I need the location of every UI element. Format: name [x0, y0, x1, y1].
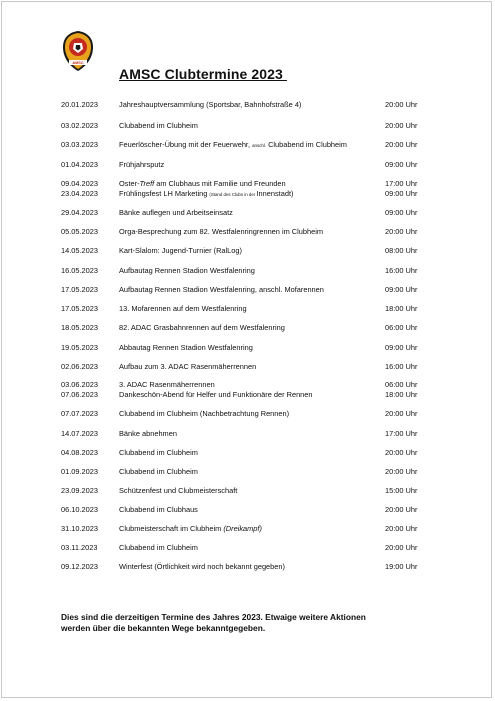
event-text: Clubabend im Clubheim	[119, 467, 198, 476]
event-description	[119, 467, 198, 476]
event-time: 09:00 Uhr	[385, 189, 418, 198]
event-time: 17:00 Uhr	[385, 179, 418, 188]
event-date: 07.07.2023	[61, 409, 98, 418]
event-note-small: (Stand des Clubs in der	[209, 192, 257, 197]
event-date: 31.10.2023	[61, 524, 98, 533]
event-description	[119, 409, 289, 418]
event-text: Clubabend im Clubheim	[119, 121, 198, 130]
event-date: 02.06.2023	[61, 362, 98, 371]
event-text: Bänke auflegen und Arbeitseinsatz	[119, 208, 233, 217]
event-text: Feuerlöscher-Übung mit der Feuerwehr,	[119, 140, 253, 149]
event-description	[119, 390, 313, 399]
event-time: 20:00 Uhr	[385, 140, 418, 149]
event-time: 20:00 Uhr	[385, 409, 418, 418]
event-date: 05.05.2023	[61, 227, 98, 236]
event-date: 03.06.2023	[61, 380, 98, 389]
event-text: 13. Mofarennen auf dem Westfalenring	[119, 304, 247, 313]
event-date: 04.08.2023	[61, 448, 98, 457]
event-description	[119, 100, 301, 109]
event-date: 19.05.2023	[61, 343, 98, 352]
event-description	[119, 543, 198, 552]
event-description	[119, 505, 198, 514]
event-description	[119, 208, 233, 217]
event-description	[119, 524, 262, 533]
event-description	[119, 266, 255, 275]
event-time: 16:00 Uhr	[385, 362, 418, 371]
event-time: 09:00 Uhr	[385, 343, 418, 352]
event-note-small: anschl.	[252, 143, 267, 148]
event-time: 20:00 Uhr	[385, 227, 418, 236]
event-date: 17.05.2023	[61, 304, 98, 313]
event-date: 29.04.2023	[61, 208, 98, 217]
event-text: Oster-	[119, 179, 140, 188]
event-text: Clubabend im Clubheim (Nachbetrachtung Rennen)	[119, 409, 290, 418]
event-time: 18:00 Uhr	[385, 390, 418, 399]
footer-line-1: Dies sind die derzeitigen Termine des Jahres 2023. Etwaige weitere Aktionen	[61, 612, 366, 622]
event-date: 06.10.2023	[61, 505, 98, 514]
event-time: 20:00 Uhr	[385, 505, 418, 514]
event-description	[119, 140, 347, 150]
event-description	[119, 189, 293, 199]
event-description	[119, 562, 285, 571]
event-date: 14.05.2023	[61, 246, 98, 255]
event-text: Abbautag Rennen Stadion Westfalenring	[119, 343, 253, 352]
event-date: 14.07.2023	[61, 429, 98, 438]
event-text: Aufbautag Rennen Stadion Westfalenring	[119, 266, 255, 275]
event-date: 17.05.2023	[61, 285, 98, 294]
event-time: 20:00 Uhr	[385, 543, 418, 552]
event-time: 15:00 Uhr	[385, 486, 418, 495]
event-time: 20:00 Uhr	[385, 121, 418, 130]
event-date: 09.12.2023	[61, 562, 98, 571]
event-time: 19:00 Uhr	[385, 562, 418, 571]
event-description	[119, 448, 198, 457]
event-time: 09:00 Uhr	[385, 208, 418, 217]
event-description	[119, 486, 237, 495]
event-text: Jahreshauptversammlung (Sportsbar, Bahnhofstraße 4)	[119, 100, 302, 109]
event-time: 16:00 Uhr	[385, 266, 418, 275]
event-text-italic: (Dreikampf)	[223, 524, 262, 533]
footer-note	[61, 612, 461, 634]
event-date: 23.04.2023	[61, 189, 98, 198]
event-date: 09.04.2023	[61, 179, 98, 188]
event-time: 20:00 Uhr	[385, 448, 418, 457]
event-text: Clubmeisterschaft im Clubheim	[119, 524, 224, 533]
event-text-continued: Clubabend im Clubheim	[266, 140, 347, 149]
event-text: Frühjahrsputz	[119, 160, 165, 169]
event-date: 01.09.2023	[61, 467, 98, 476]
event-time: 09:00 Uhr	[385, 160, 418, 169]
event-time: 20:00 Uhr	[385, 100, 418, 109]
event-text: 3. ADAC Rasenmäherrennen	[119, 380, 215, 389]
event-date: 16.05.2023	[61, 266, 98, 275]
event-text-italic: Treff	[139, 179, 155, 188]
event-time: 18:00 Uhr	[385, 304, 418, 313]
event-text: Clubabend im Clubheim	[119, 543, 198, 552]
event-time: 08:00 Uhr	[385, 246, 418, 255]
event-description	[119, 227, 323, 236]
event-description	[119, 429, 177, 438]
event-time: 17:00 Uhr	[385, 429, 418, 438]
event-text: Clubabend im Clubhaus	[119, 505, 198, 514]
event-time: 06:00 Uhr	[385, 323, 418, 332]
page-title: AMSC Clubtermine 2023	[119, 66, 287, 82]
event-date: 01.04.2023	[61, 160, 98, 169]
event-text: Frühlingsfest LH Marketing	[119, 189, 210, 198]
event-description	[119, 179, 286, 188]
event-date: 20.01.2023	[61, 100, 98, 109]
footer-line-2: werden über die bekannten Wege bekanntgegeben.	[61, 623, 266, 633]
event-text-continued: Innenstadt)	[256, 189, 294, 198]
event-description	[119, 323, 285, 332]
event-text: Orga-Besprechung zum 82. Westfalenringrennen im Clubheim	[119, 227, 324, 236]
event-description	[119, 380, 215, 389]
event-date: 03.02.2023	[61, 121, 98, 130]
event-text: Dankeschön-Abend für Helfer und Funktionäre der Rennen	[119, 390, 313, 399]
event-description	[119, 285, 324, 294]
event-date: 23.09.2023	[61, 486, 98, 495]
event-time: 20:00 Uhr	[385, 467, 418, 476]
event-date: 03.03.2023	[61, 140, 98, 149]
event-text: Clubabend im Clubheim	[119, 448, 198, 457]
event-text: Aufbau zum 3. ADAC Rasenmäherrennen	[119, 362, 257, 371]
event-date: 03.11.2023	[61, 543, 98, 552]
logo-text: AMSC	[72, 61, 84, 65]
event-date: 07.06.2023	[61, 390, 98, 399]
event-text: Kart-Slalom: Jugend-Turnier (RalLog)	[119, 246, 242, 255]
event-text: Bänke abnehmen	[119, 429, 177, 438]
event-time: 06:00 Uhr	[385, 380, 418, 389]
event-description	[119, 304, 247, 313]
event-date: 18.05.2023	[61, 323, 98, 332]
event-description	[119, 246, 242, 255]
event-text-continued: am Clubhaus mit Familie und Freunden	[154, 179, 286, 188]
event-description	[119, 362, 256, 371]
event-text: Aufbautag Rennen Stadion Westfalenring, anschl. Mofarennen	[119, 285, 324, 294]
event-description	[119, 160, 164, 169]
event-text: Winterfest (Örtlichkeit wird noch bekannt gegeben)	[119, 562, 285, 571]
event-text: Schützenfest und Clubmeisterschaft	[119, 486, 238, 495]
event-text: 82. ADAC Grasbahnrennen auf dem Westfalenring	[119, 323, 285, 332]
event-description	[119, 343, 253, 352]
event-time: 09:00 Uhr	[385, 285, 418, 294]
event-time: 20:00 Uhr	[385, 524, 418, 533]
event-description	[119, 121, 198, 130]
